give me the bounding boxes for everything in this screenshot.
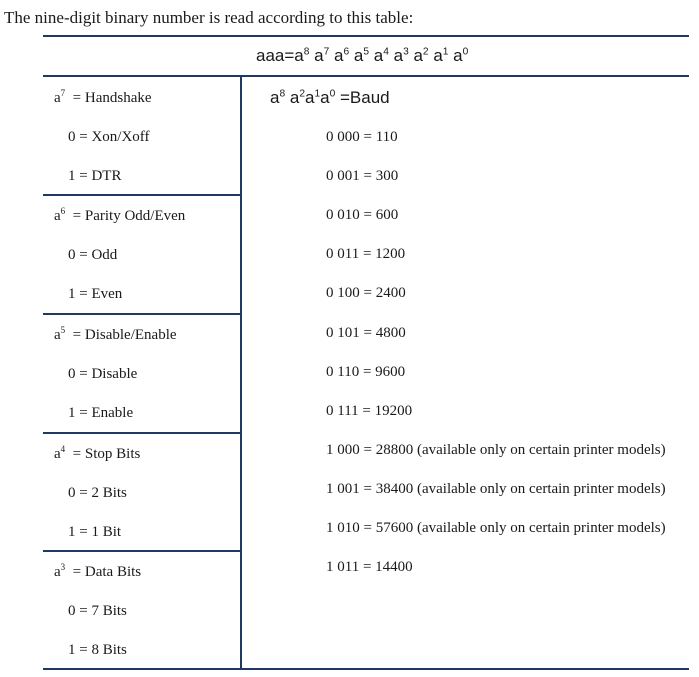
header-term: $a^8$	[294, 46, 310, 65]
group-divider-3	[43, 432, 241, 434]
baud-row: 0 001 = 300	[326, 168, 399, 184]
baud-row: 0 000 = 110	[326, 129, 398, 145]
group-title-bit: $a^5$	[54, 325, 66, 343]
group-title-exponent: 7	[60, 88, 66, 98]
header-term: $a^2$	[408, 46, 429, 65]
intro-text: The nine-digit binary number is read according to this table:	[4, 8, 414, 27]
header-term: $a^6$	[329, 46, 350, 65]
baud-row: 1 010 = 57600 (available only on certain printer models)	[326, 520, 666, 536]
baud-title-exponent: 1	[314, 88, 321, 100]
group-title-exponent: 5	[60, 325, 66, 335]
group-title-label: = Parity Odd/Even	[65, 208, 186, 224]
group-option: 0 = Xon/Xoff	[68, 129, 150, 145]
header-term: $a^1$	[428, 46, 449, 65]
baud-row: 1 011 = 14400	[326, 559, 413, 575]
baud-row: 0 111 = 19200	[326, 403, 413, 419]
header-term-exponent: 6	[343, 46, 350, 58]
baud-title	[270, 88, 390, 108]
group-title-exponent: 3	[60, 562, 66, 572]
group-divider-4	[43, 550, 241, 552]
baud-row: 0 100 = 2400	[326, 285, 406, 301]
group-title-exponent: 4	[60, 444, 66, 454]
group-title	[54, 564, 141, 581]
baud-row: 0 101 = 4800	[326, 325, 406, 341]
header-formula	[256, 46, 556, 66]
baud-row: 1 001 = 38400 (available only on certain printer models)	[326, 481, 666, 497]
group-option: 0 = 2 Bits	[68, 485, 127, 501]
baud-title-exponent: 0	[329, 88, 336, 100]
header-term: $a^3$	[388, 46, 409, 65]
group-title-bit: $a^4$	[54, 444, 66, 462]
group-title-bit: $a^7$	[54, 88, 66, 106]
baud-title-term: $a^8$	[270, 88, 286, 107]
group-title	[54, 208, 185, 225]
header-lhs: aaa=	[256, 46, 295, 65]
group-title-label: = Handshake	[65, 90, 152, 106]
group-divider-2	[43, 313, 241, 315]
group-option: 0 = Disable	[68, 366, 138, 382]
group-title	[54, 327, 177, 344]
group-option: 1 = DTR	[68, 168, 122, 184]
group-title-exponent: 6	[60, 206, 66, 216]
header-term: $a^5$	[349, 46, 370, 65]
header-term-exponent: 8	[303, 46, 310, 58]
baud-row: 1 000 = 28800 (available only on certain printer models)	[326, 442, 666, 458]
header-term: $a^0$	[448, 46, 469, 65]
baud-row: 0 011 = 1200	[326, 246, 406, 262]
header-term: $a^4$	[369, 46, 389, 65]
baud-title-term: $a^2$	[285, 88, 305, 107]
header-term-exponent: 4	[383, 46, 389, 58]
header-bottom-rule	[43, 75, 689, 77]
group-title-label: = Disable/Enable	[65, 327, 177, 343]
baud-title-term: $a^1$	[305, 88, 321, 107]
column-divider	[240, 76, 242, 669]
group-option: 1 = 1 Bit	[68, 524, 122, 540]
baud-title-exponent: 2	[299, 88, 305, 100]
group-option: 1 = Even	[68, 286, 123, 302]
group-title	[54, 446, 140, 463]
group-title	[54, 90, 152, 107]
baud-title-term: $a^0$	[320, 88, 336, 107]
header-term-exponent: 0	[462, 46, 469, 58]
baud-title-exponent: 8	[279, 88, 286, 100]
header-term-exponent: 7	[323, 46, 330, 58]
table-bottom-rule	[43, 668, 689, 670]
group-option: 0 = 7 Bits	[68, 603, 127, 619]
group-option: 1 = Enable	[68, 405, 134, 421]
header-term-exponent: 1	[442, 46, 449, 58]
group-title-label: = Data Bits	[65, 564, 142, 580]
header-term: $a^7$	[309, 46, 330, 65]
group-option: 1 = 8 Bits	[68, 642, 127, 658]
group-title-bit: $a^6$	[54, 206, 66, 224]
header-term-exponent: 5	[363, 46, 370, 58]
group-title-label: = Stop Bits	[65, 446, 141, 462]
baud-row: 0 010 = 600	[326, 207, 399, 223]
header-term-exponent: 2	[422, 46, 429, 58]
baud-title-suffix: =Baud	[335, 88, 390, 107]
header-term-exponent: 3	[403, 46, 409, 58]
group-option: 0 = Odd	[68, 247, 118, 263]
group-divider-1	[43, 194, 241, 196]
baud-row: 0 110 = 9600	[326, 364, 406, 380]
group-title-bit: $a^3$	[54, 562, 66, 580]
table-top-rule	[43, 35, 689, 37]
